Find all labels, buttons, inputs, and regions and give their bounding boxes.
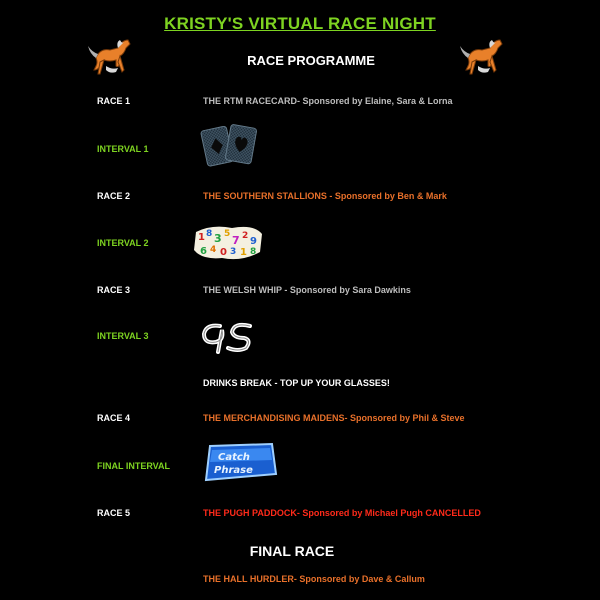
svg-text:3: 3	[214, 232, 222, 245]
race-5-text: THE PUGH PADDOCK- Sponsored by Michael Pugh CANCELLED	[203, 508, 481, 518]
race-4-label: RACE 4	[97, 413, 131, 423]
interval-2-label: INTERVAL 2	[97, 238, 149, 248]
svg-text:0: 0	[220, 247, 227, 258]
numbers-collage-icon	[192, 222, 264, 262]
final-interval-label: FINAL INTERVAL	[97, 461, 171, 471]
race-4-text: THE MERCHANDISING MAIDENS- Sponsored by Phil & Steve	[203, 413, 465, 423]
svg-text:9: 9	[250, 236, 257, 247]
race-programme-heading: RACE PROGRAMME	[247, 53, 375, 68]
race-2-text: THE SOUTHERN STALLIONS - Sponsored by Ben & Mark	[203, 191, 447, 201]
svg-text:1: 1	[240, 247, 247, 258]
svg-text:8: 8	[206, 229, 213, 239]
final-race-heading: FINAL RACE	[249, 543, 335, 559]
svg-text:2: 2	[242, 231, 249, 241]
svg-text:6: 6	[200, 246, 207, 257]
final-race-text: THE HALL HURDLER- Sponsored by Dave & Callum	[203, 574, 425, 584]
svg-text:5: 5	[224, 229, 231, 239]
svg-text:7: 7	[232, 234, 240, 247]
race-2-label: RACE 2	[97, 191, 131, 201]
race-5-label: RACE 5	[97, 508, 131, 518]
race-1-text: THE RTM RACECARD- Sponsored by Elaine, Sara & Lorna	[203, 96, 453, 106]
interval-1-label: INTERVAL 1	[97, 144, 149, 154]
race-3-label: RACE 3	[97, 285, 131, 295]
svg-text:8: 8	[250, 247, 257, 257]
race-3-text: THE WELSH WHIP - Sponsored by Sara Dawkins	[203, 285, 411, 295]
qs-logo-icon	[200, 318, 256, 356]
drinks-break-text: DRINKS BREAK - TOP UP YOUR GLASSES!	[203, 378, 390, 388]
page-title: KRISTY'S VIRTUAL RACE NIGHT	[164, 14, 436, 33]
race-1-label: RACE 1	[97, 96, 131, 106]
catchphrase-logo-icon	[200, 440, 280, 484]
svg-text:Catch: Catch	[218, 452, 250, 463]
svg-text:4: 4	[210, 245, 217, 255]
svg-text:1: 1	[198, 232, 205, 243]
playing-cards-icon	[200, 122, 260, 168]
svg-text:Phrase: Phrase	[214, 465, 253, 476]
interval-3-label: INTERVAL 3	[97, 331, 149, 341]
svg-text:3: 3	[230, 247, 237, 257]
